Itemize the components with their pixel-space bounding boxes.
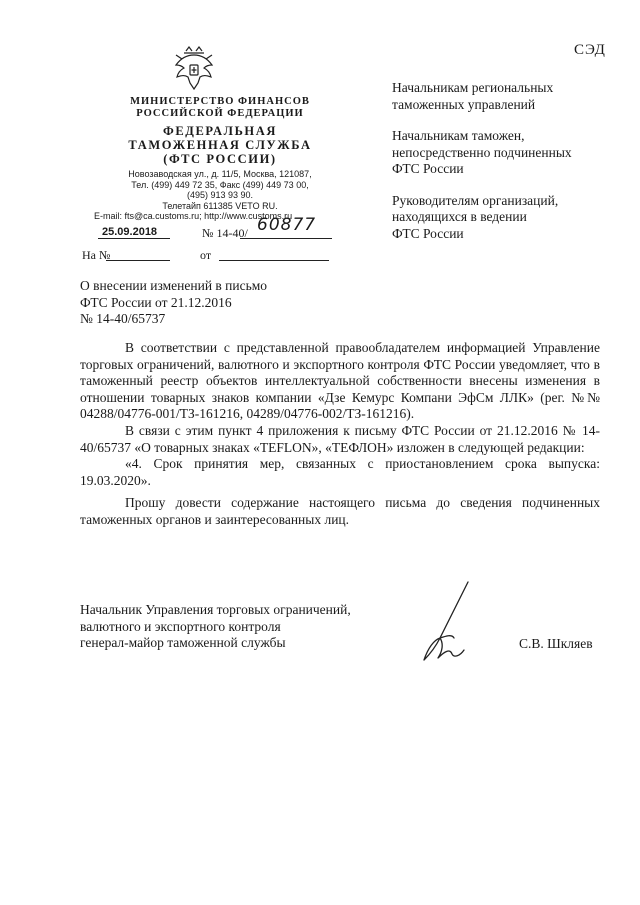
body-paragraph-1: В соответствии с представленной правообладателем информацией Управление торговых ограничений, валютного и экспортного контроля ФТС России уведомляет, что в таможенный реестр объектов интеллектуальной собственности внесены изменения в отношении товарных знаков компании «Дзе Кемурс Компани ЭфСм ЛЛК» (рег. №№ 04288/04776-001/ТЗ-161216, 04289/04776-002/ТЗ-161216). <box>80 340 600 422</box>
body-paragraph-3: «4. Срок принятия мер, связанных с приостановлением срока выпуска: 19.03.2020». <box>80 456 600 488</box>
service-name <box>80 124 360 166</box>
addressee-line: Начальникам региональных <box>392 80 554 95</box>
subject-line: № 14-40/65737 <box>80 311 166 326</box>
addressee-line: ФТС России <box>392 225 464 241</box>
sed-mark: СЭД <box>574 42 606 58</box>
registration-number-handwritten: 60877 <box>257 215 317 235</box>
service-line-1: ФЕДЕРАЛЬНАЯ <box>162 124 278 138</box>
addressee-line: ФТС России <box>392 161 464 176</box>
subject-line: ФТС России от 21.12.2016 <box>80 294 232 310</box>
body-paragraph-4: Прошу довести содержание настоящего письма до сведения подчиненных таможенных органов и заинтересованных лиц. <box>80 495 600 527</box>
addressees <box>392 80 632 257</box>
addressee-line: находящихся в ведении <box>392 209 527 224</box>
position-line: Начальник Управления торговых ограничений, <box>80 602 351 617</box>
registration-date: 25.09.2018 <box>98 226 170 239</box>
letter-subject <box>80 278 267 328</box>
contact-phone: Тел. (499) 449 72 35, Факс (499) 449 73 00, <box>131 179 309 190</box>
contacts-block <box>80 169 360 222</box>
addressee-line: непосредственно подчиненных <box>392 144 572 160</box>
subject-line: О внесении изменений в письмо <box>80 278 268 293</box>
service-line-3: (ФТС РОССИИ) <box>163 152 277 166</box>
addressee-line: Руководителям организаций, <box>392 192 559 208</box>
service-line-2: ТАМОЖЕННАЯ СЛУЖБА <box>128 138 312 152</box>
ministry-line-2: РОССИЙСКОЙ ФЕДЕРАЦИИ <box>136 108 304 119</box>
ministry-line-1: МИНИСТЕРСТВО ФИНАНСОВ <box>130 96 310 107</box>
addressee-organizations <box>392 193 632 243</box>
signer-name: С.В. Шкляев <box>519 636 593 651</box>
contact-phone-2: (495) 913 93 90. <box>186 190 254 200</box>
reply-to-number-label: На № <box>82 248 111 262</box>
position-line: валютного и экспортного контроля <box>80 618 281 634</box>
contact-teletype: Телетайп 611385 VETO RU. <box>162 200 278 211</box>
reply-to-date-label: от <box>200 248 212 262</box>
addressee-regional <box>392 80 632 113</box>
addressee-line: таможенных управлений <box>392 96 536 112</box>
contact-email: E-mail: fts@ca.customs.ru; http://www.customs.ru <box>94 211 293 221</box>
contact-address: Новозаводская ул., д. 11/5, Москва, 121087, <box>128 169 312 179</box>
reply-to-date-line <box>219 260 329 261</box>
reply-to-number-line <box>106 260 170 261</box>
letter-body <box>80 340 600 529</box>
double-headed-eagle-emblem-icon <box>172 45 216 93</box>
addressee-line: Начальникам таможен, <box>392 128 525 143</box>
position-line: генерал-майор таможенной службы <box>80 635 286 650</box>
body-paragraph-2: В связи с этим пункт 4 приложения к письму ФТС России от 21.12.2016 № 14-40/65737 «О товарных знаках «TEFLON», «ТЕФЛОН» изложен в следующей редакции: <box>80 422 600 455</box>
handwritten-signature <box>410 578 490 668</box>
addressee-customs <box>392 128 632 178</box>
number-prefix: 14-40/ <box>216 226 248 240</box>
signature-position <box>80 602 351 652</box>
ministry-name <box>80 96 360 120</box>
number-sign: № <box>202 226 214 240</box>
